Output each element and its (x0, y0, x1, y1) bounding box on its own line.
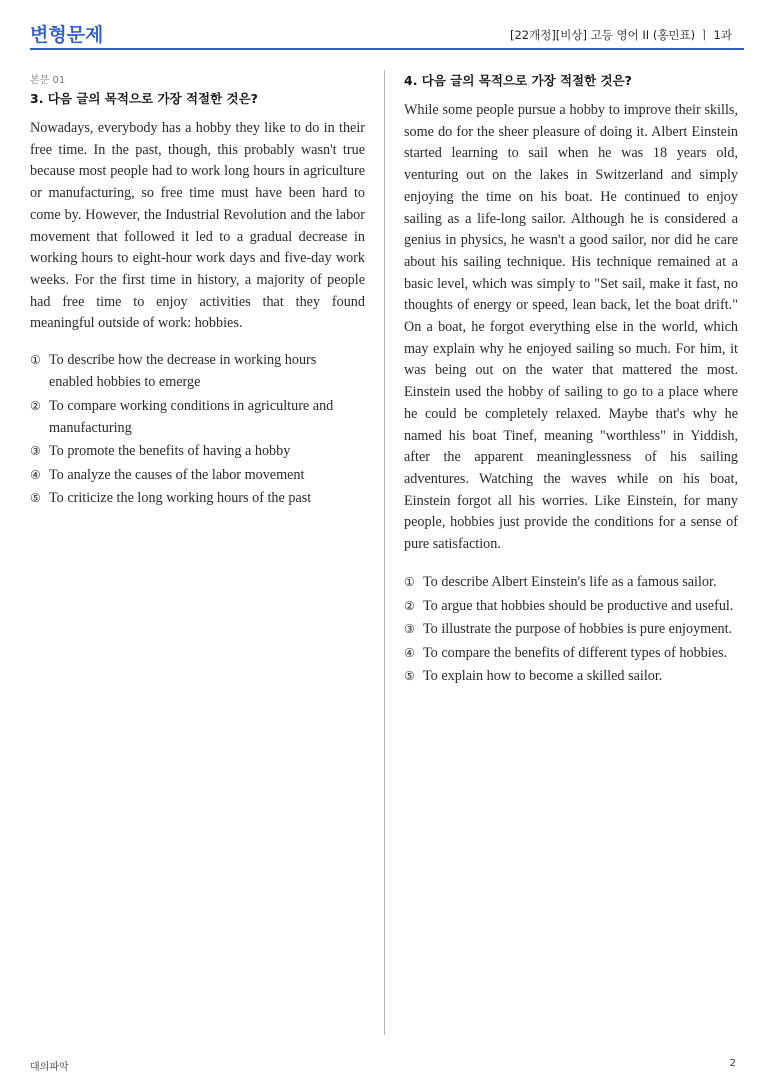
page-number: 2 (729, 1058, 736, 1069)
choice-text: To illustrate the purpose of hobbies is pure enjoyment. (423, 621, 733, 637)
choice-text: To compare the benefits of different types of hobbies. (423, 644, 728, 661)
choice-number: ① (30, 353, 41, 367)
q4-choice-2[interactable] (404, 595, 738, 617)
q3-choice-5[interactable] (30, 487, 350, 509)
choice-text: To promote the benefits of having a hobby (49, 443, 291, 459)
q3-choice-4[interactable] (30, 464, 350, 486)
q4-choices (404, 571, 738, 689)
q4-choice-4[interactable] (404, 642, 738, 664)
q3-choice-1[interactable] (30, 349, 350, 393)
q4-choice-3[interactable] (404, 618, 738, 640)
page-header (30, 22, 744, 50)
choice-text: To explain how to become a skilled sailor. (423, 668, 663, 684)
choice-number: ④ (404, 645, 415, 660)
choice-text: To analyze the causes of the labor movement (49, 466, 305, 483)
choice-text: To describe Albert Einstein's life as a famous sailor. (423, 574, 717, 590)
choice-number: ② (30, 398, 41, 413)
footer-category: 대의파악 (30, 1062, 69, 1073)
choice-number: ⑤ (404, 669, 415, 683)
brand-title: 변형문제 (30, 24, 104, 46)
column-divider (384, 70, 385, 1035)
q4-choice-1[interactable] (404, 571, 738, 593)
choice-number: ⑤ (30, 491, 41, 505)
q3-choices (30, 349, 350, 511)
q4-choice-5[interactable] (404, 665, 738, 687)
choice-number: ② (404, 598, 415, 613)
choice-text: To compare working conditions in agriculture and manufacturing (49, 397, 334, 436)
q3-choice-2[interactable] (30, 395, 350, 439)
section-label: 본문 01 (30, 75, 66, 86)
q3-passage: Nowadays, everybody has a hobby they like to do in their free time. In the past, though, this probably wasn't true because most people had to work long hours in agriculture or manufacturing, so free time must have been hard to come by. However, the Industrial Revolution and the labor movement that followed it led to a gradual decrease in working hours to eight-hour work days and five-day work weeks. For the first time in history, a majority of people had free time to enjoy activities that they found meaningful outside of work: hobbies. (30, 120, 365, 332)
choice-number: ③ (30, 444, 41, 458)
choice-number: ④ (30, 467, 41, 482)
choice-text: To argue that hobbies should be productive and useful. (423, 597, 734, 614)
course-info: [22개정][비상] 고등 영어 II (홍민표) ㅣ 1과 (509, 28, 732, 42)
q4-title: 4. 다음 글의 목적으로 가장 적절한 것은? (404, 73, 632, 88)
q3-choice-3[interactable] (30, 440, 350, 462)
choice-number: ③ (404, 622, 415, 636)
q3-title: 3. 다음 글의 목적으로 가장 적절한 것은? (30, 91, 258, 106)
q4-passage: While some people pursue a hobby to improve their skills, some do for the sheer pleasure of doing it. Albert Einstein started learning to sail when he was 18 years old, venturing out on the lakes in Switzerland and simply enjoying the time on his boat. He continued to enjoy sailing as a life-long sailor. Although he is considered a genius in physics, he wasn't a good sailor, nor did he care about his sailing technique. His technique remained at a basic level, which was simply to "Set sail, make it fast, no thoughts of energy or speed, lean back, let the boat drift." On a boat, he forgot everything else in the world, which may explain why he enjoyed sailing so much. For him, it was being out on the water that mattered the most. Einstein used the hobby of sailing to go to a place where he could be completely relaxed. Maybe that's why he named his boat Tinef, meaning "worthless" in Yiddish, after the apparent meaninglessness of his sailing adventures. Watching the waves while on his boat, Einstein forgot all his worries. Like Einstein, for many people, hobbies just provide the conditions for a sense of pure satisfaction. (404, 102, 738, 553)
choice-text: To criticize the long working hours of the past (49, 490, 312, 506)
choice-text: To describe how the decrease in working hours enabled hobbies to emerge (49, 352, 317, 390)
choice-number: ① (404, 575, 415, 589)
